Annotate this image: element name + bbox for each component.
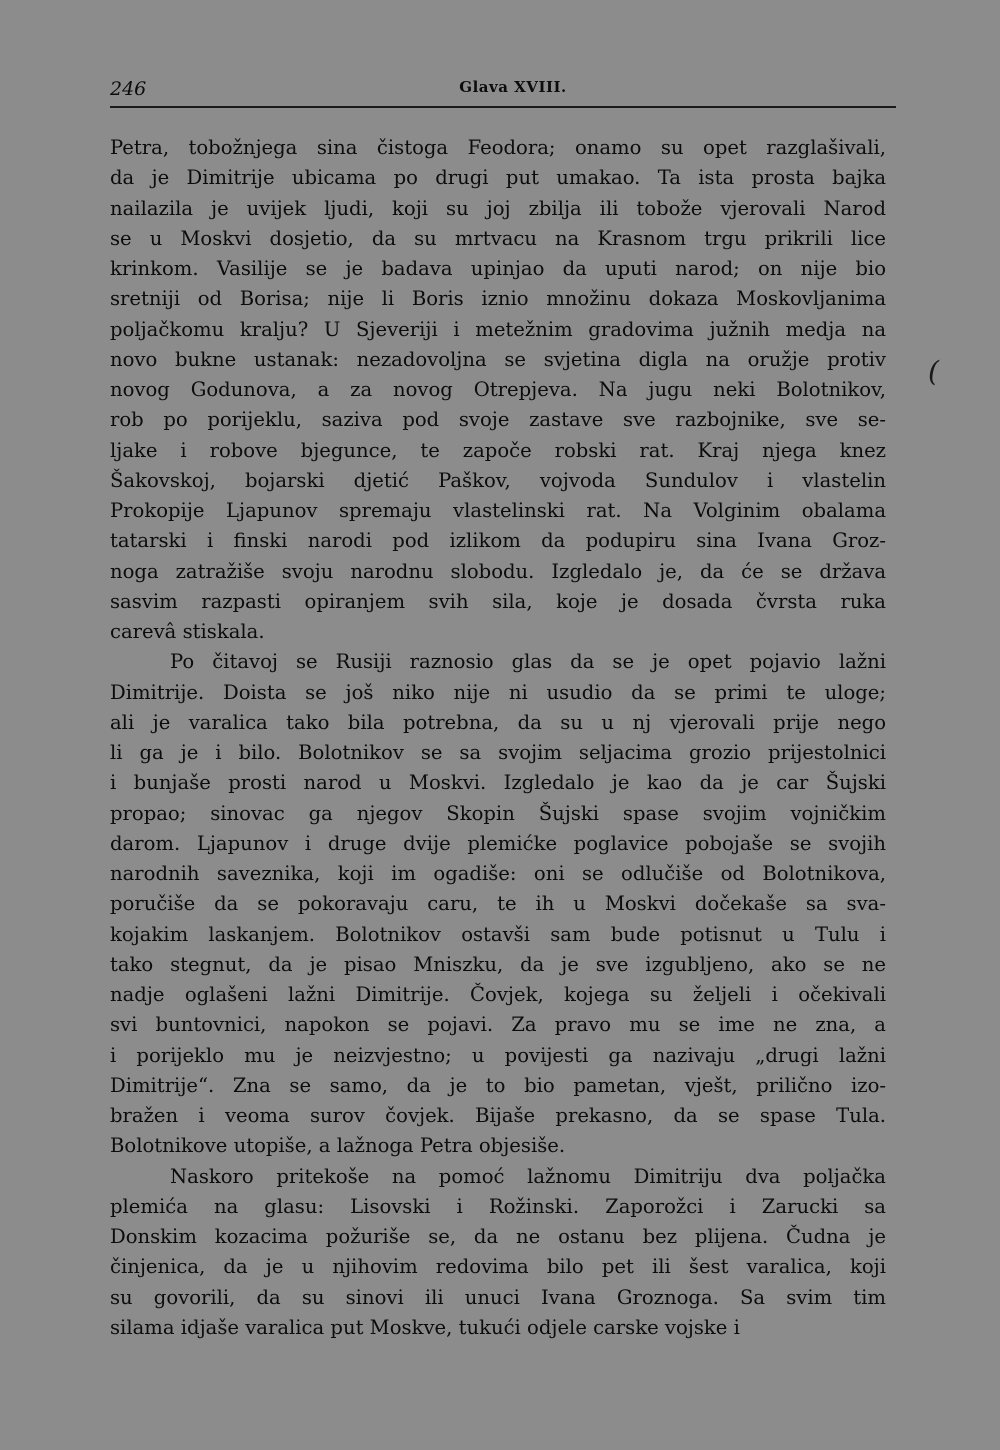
text-line: poručiše da se pokoravaju caru, te ih u Moskvi dočekaše sa sva- <box>110 892 886 916</box>
text-line: bražen i veoma surov čovjek. Bijaše prekasno, da se spase Tula. <box>110 1104 886 1127</box>
page-number: 246 <box>110 78 147 100</box>
text-line: Šakovskoj, bojarski djetić Paškov, vojvoda Sundulov i vlastelin <box>110 468 886 492</box>
text-line: tako stegnut, da je pisao Mniszku, da je sve izgubljeno, ako se ne <box>110 952 886 976</box>
text-line: li ga je i bilo. Bolotnikov se sa svojim seljacima grozio prijestolnici <box>110 741 886 764</box>
text-line: propao; sinovac ga njegov Skopin Šujski spase svojim vojničkim <box>110 801 886 825</box>
text-line: Donskim kozacima požuriše se, da ne ostanu bez plijena. Čudna je <box>110 1225 886 1248</box>
text-line: se u Moskvi dosjetio, da su mrtvacu na Krasnom trgu prikrili lice <box>110 226 886 250</box>
text-line: novog Godunova, a za novog Otrepjeva. Na jugu neki Bolotnikov, <box>110 378 886 401</box>
text-line: plemića na glasu: Lisovski i Rožinski. Zaporožci i Zarucki sa <box>110 1194 886 1218</box>
text-line: darom. Ljapunov i druge dvije plemićke poglavice pobojaše se svojih <box>110 831 886 855</box>
text-line: nailazila je uvijek ljudi, koji su joj zbilja ili tobože vjerovali Narod <box>110 196 886 220</box>
page-header <box>110 68 886 108</box>
text-line: krinkom. Vasilije se je badava upinjao da uputi narod; on nije bio <box>110 257 886 280</box>
text-line: nadje oglašeni lažni Dimitrije. Čovjek, kojega su željeli i očekivali <box>110 983 886 1006</box>
chapter-heading: Glava XVIII. <box>459 78 567 96</box>
text-line: Dimitrije. Doista se još niko nije ni usudio da se primi te uloge; <box>110 680 886 704</box>
text-line: noga zatražiše svoju narodnu slobodu. Izgledalo je, da će se država <box>110 559 886 583</box>
text-line: carevâ stiskala. <box>110 620 265 643</box>
text-line: kojakim laskanjem. Bolotnikov ostavši sam bude potisnut u Tulu i <box>110 922 886 946</box>
text-line: da je Dimitrije ubicama po drugi put umakao. Ta ista prosta bajka <box>110 166 886 190</box>
text-line: silama idjaše varalica put Moskve, tukući odjele carske vojske i <box>110 1315 740 1339</box>
text-line: Naskoro pritekoše na pomoć lažnomu Dimitriju dva poljačka <box>170 1164 886 1188</box>
text-line: sretniji od Borisa; nije li Boris iznio množinu dokaza Moskovljanima <box>110 287 886 311</box>
header-rule <box>110 106 896 108</box>
text-line: narodnih saveznika, koji im ogadiše: oni se odlučiše od Bolotnikova, <box>110 862 886 885</box>
text-line: Prokopije Ljapunov spremaju vlastelinski rat. Na Volginim obalama <box>110 499 886 522</box>
paragraph <box>110 647 886 1161</box>
text-line: i bunjaše prosti narod u Moskvi. Izgledalo je kao da je car Šujski <box>110 771 886 795</box>
text-line: sasvim razpasti opiranjem svih sila, koje je dosada čvrsta ruka <box>110 589 886 613</box>
text-line: su govorili, da su sinovi ili unuci Ivana Groznoga. Sa svim tim <box>110 1285 886 1309</box>
text-line: tatarski i finski narodi pod izlikom da podupiru sina Ivana Groz- <box>110 529 886 553</box>
text-line: rob po porijeklu, saziva pod svoje zastave sve razbojnike, sve se- <box>110 408 886 432</box>
text-line: činjenica, da je u njihovim redovima bilo pet ili šest varalica, koji <box>110 1255 886 1279</box>
text-line: Po čitavoj se Rusiji raznosio glas da se je opet pojavio lažni <box>170 650 886 674</box>
text-line: Bolotnikove utopiše, a lažnoga Petra objesiše. <box>110 1134 566 1158</box>
margin-pencil-mark: ( <box>928 355 939 388</box>
text-line: Dimitrije“. Zna se samo, da je to bio pametan, vješt, prilično izo- <box>110 1073 886 1097</box>
body-text <box>110 133 886 1343</box>
text-line: svi buntovnici, napokon se pojavi. Za pravo mu se ime ne zna, a <box>110 1013 886 1037</box>
text-line: novo bukne ustanak: nezadovoljna se svjetina digla na oružje protiv <box>110 347 886 371</box>
text-line: ljake i robove bjegunce, te započe robski rat. Kraj njega knez <box>110 438 886 462</box>
text-line: poljačkomu kralju? U Sjeveriji i metežnim gradovima južnih medja na <box>110 317 886 341</box>
text-line: i porijeklo mu je neizvjestno; u povijesti ga nazivaju „drugi lažni <box>110 1043 886 1067</box>
text-line: ali je varalica tako bila potrebna, da su u nj vjerovali prije nego <box>110 710 886 734</box>
paragraph <box>110 1162 886 1344</box>
text-line: Petra, tobožnjega sina čistoga Feodora; onamo su opet razglašivali, <box>110 136 886 159</box>
paragraph <box>110 133 886 647</box>
